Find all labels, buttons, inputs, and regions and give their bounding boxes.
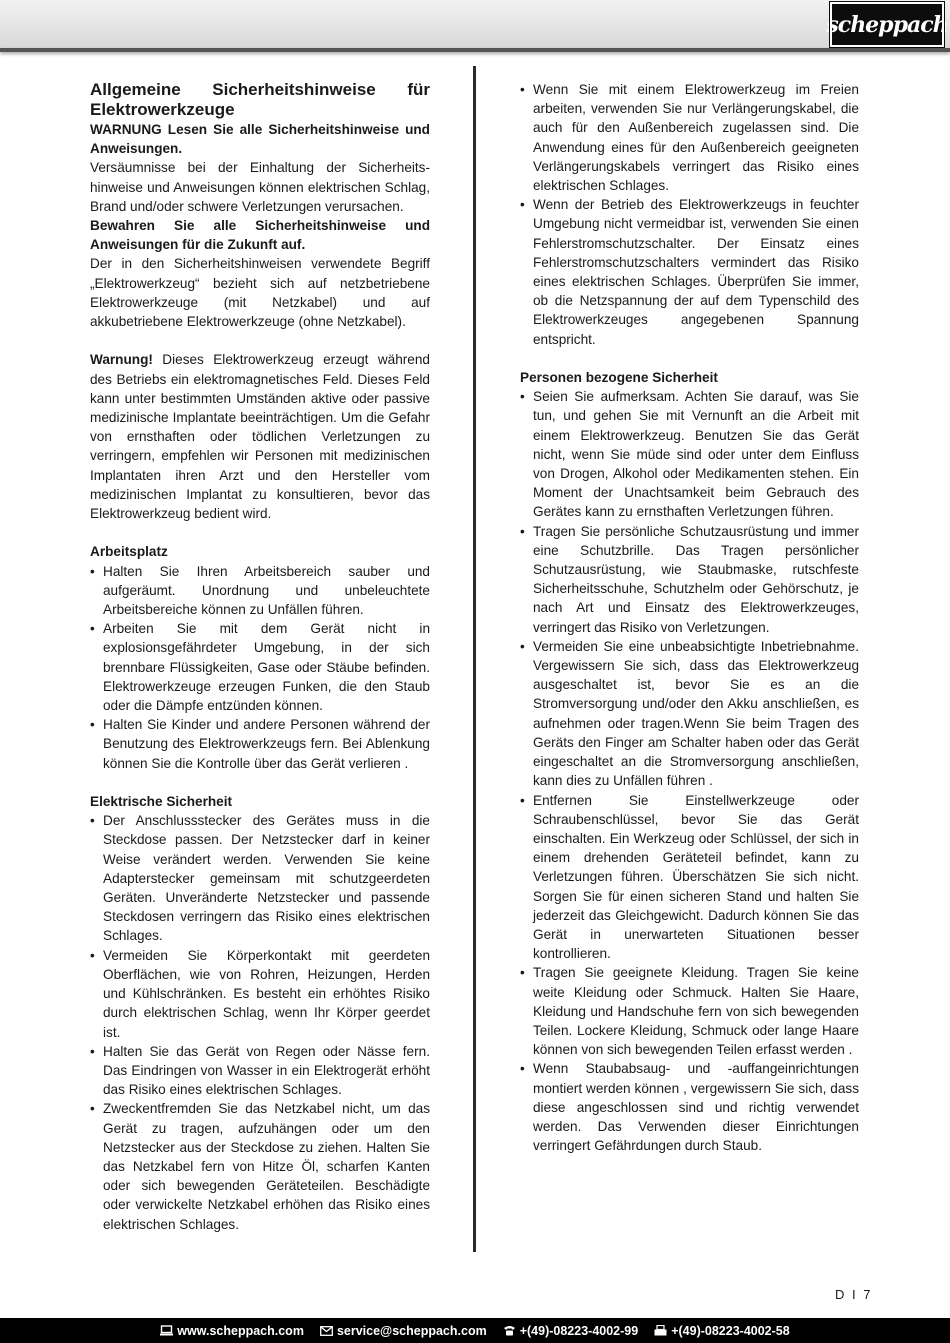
list-item: • Wenn Staubabsaug- und -auffangeinrichtungen montiert werden können , vergewissern Sie sich, dass diese angeschlossen sind und richtig verwendet werden. Das Verwenden dieser Einrichtungen verringert Gefährdungen durch Staub. [520, 1059, 859, 1155]
list-item: • Der Anschlussstecker des Gerätes muss in die Steckdose passen. Der Netzstecker darf in keiner Weise verändert werden. Verwenden Sie keine Adapterstecker gemeinsam mit schutzgeerdeten Geräten. Unveränderte Netzstecker und passende Steckdosen verringern das Risiko eines elektrischen Schlages. [90, 811, 430, 945]
footer-email[interactable] [320, 1324, 487, 1338]
fax-icon [654, 1325, 667, 1336]
header-rule [0, 48, 950, 52]
list-item: • Tragen Sie geeignete Kleidung. Tragen Sie keine weite Kleidung oder Schmuck. Halten Sie Haare, Kleidung und Handschuhe fern von sich bewegenden Teilen. Lockere Kleidung, Schmuck oder lange Haare können von sich bewegenden Teilen erfasst werden . [520, 963, 859, 1059]
footer-phone [503, 1324, 639, 1338]
list-item: • Vermeiden Sie eine unbeabsichtigte Inbetriebnahme. Vergewissern Sie sich, dass das Elektrowerkzeug ausgeschaltet ist, bevor Sie es an die Stromversorgung und/oder den Akku anschließen, es aufnehmen oder tragen.Wenn Sie beim Tragen des Geräts den Finger am Schalter haben oder das Gerät eingeschaltet an die Stromversorgung anschließen, kann dies zu Unfällen führen . [520, 637, 859, 791]
personal-safety-heading: Personen bezogene Sicherheit [520, 370, 718, 386]
keep-instructions-text: Bewahren Sie alle Sicherheitshinweise und Anweisungen für die Zukunft auf. [90, 218, 430, 253]
workplace-heading: Arbeitsplatz [90, 544, 168, 560]
footer-fax [654, 1324, 790, 1338]
list-item: • Halten Sie Ihren Arbeitsbereich sauber und aufgeräumt. Unordnung und unbeleuchtete Arbeitsbereiche können zu Unfällen führen. [90, 562, 430, 620]
scheppach-logo: scheppach [830, 2, 944, 47]
emf-warning-label: Warnung! [90, 352, 153, 368]
list-item: • Seien Sie aufmerksam. Achten Sie darauf, was Sie tun, und gehen Sie mit Vernunft an die Arbeit mit einem Elektrowerkzeug. Benutzen Sie das Gerät nicht, wenn Sie müde sind oder unter dem Einfluss von Drogen, Alkohol oder Medikamenten stehen. Ein Moment der Unachtsamkeit beim Gebrauch des Gerätes kann zu ernsthaften Verletzungen führen. [520, 387, 859, 521]
email-link[interactable]: service@scheppach.com [336, 1323, 487, 1338]
right-column [520, 80, 859, 1155]
list-item: • Tragen Sie persönliche Schutzausrüstung und immer eine Schutzbrille. Das Tragen persönlicher Schutzausrüstung, wie Staubmaske, rutschfeste Sicherheitsschuhe, Schutzhelm oder Gehörschutz, je nach Art und Einsatz des Elektrowerkzeuges, verringert das Risiko von Verletzungen. [520, 522, 859, 637]
warning-text: Versäumnisse bei der Einhaltung der Sicherheits-hinweise und Anweisungen können elektrischen Schlag, Brand und/oder schwere Verletzungen verursachen. [90, 160, 430, 214]
phone-number: +(49)-08223-4002-99 [519, 1323, 639, 1338]
section-title-line2: Elektrowerkzeuge [90, 100, 235, 119]
list-item: • Arbeiten Sie mit dem Gerät nicht in explosionsgefährdeter Umgebung, in der sich brennbare Flüssigkeiten, Gase oder Stäube befinden. Elektrowerkzeuge erzeugen Funken, die den Staub oder die Dämpfe entzünden können. [90, 619, 430, 715]
list-item: • Wenn Sie mit einem Elektrowerkzeug im Freien arbeiten, verwenden Sie nur Verlängerungskabel, die auch für den Außenbereich zugelassen sind. Die Anwendung eines für den Außenbereich geeigneten Verlängerungskabels verringert das Risiko eines elektrischen Schlages. [520, 80, 859, 195]
personal-safety-list [520, 387, 859, 1155]
list-item: • Zweckentfremden Sie das Netzkabel nicht, um das Gerät zu tragen, aufzuhängen oder um den Netzstecker aus der Steckdose zu ziehen. Halten Sie das Netzkabel fern von Hitze Öl, scharfen Kanten oder sich bewegenden Geräteteilen. Beschädigte oder verwickelte Netzkabel erhöhen das Risiko eines elektrischen Schlages. [90, 1099, 430, 1233]
footer-website[interactable] [160, 1324, 304, 1338]
page-number: D I 7 [835, 1287, 873, 1302]
mail-icon [320, 1326, 333, 1336]
section-title [90, 80, 430, 120]
emf-warning-text: Dieses Elektrowerkzeug erzeugt während des Betriebs ein elektromagnetisches Feld. Dieses Feld kann unter bestimmten Umständen aktive oder passive medizinische Implantate beeinträchtigen. Um die Gefahr von ernsthaften oder tödlichen Verletzungen zu verringern, empfehlen wir Personen mit medizinischen Implantaten ihren Arzt und den Hersteller vom medizinischen Implantat zu konsultieren, bevor das Elektrowerkzeug bedient wird. [90, 352, 430, 522]
electrical-safety-heading: Elektrische Sicherheit [90, 794, 233, 810]
website-link[interactable]: www.scheppach.com [177, 1323, 304, 1338]
computer-icon [160, 1325, 173, 1336]
header-bar [0, 0, 950, 49]
warning-heading: WARNUNG Lesen Sie alle Sicherheitshinweise und Anweisungen. [90, 122, 430, 157]
section-title-line1: Allgemeine Sicherheitshinweise für [90, 80, 430, 99]
left-column [90, 80, 430, 1234]
emf-warning-paragraph [90, 350, 430, 523]
electrical-safety-list-continued [520, 80, 859, 349]
phone-icon [503, 1325, 516, 1336]
list-item: • Entfernen Sie Einstellwerkzeuge oder Schraubenschlüssel, bevor Sie das Gerät einschalten. Ein Werkzeug oder Schlüssel, der sich in einem drehenden Geräteteil befindet, kann zu Verletzungen führen. Überschätzen Sie sich nicht. Sorgen Sie für einen sicheren Stand und halten Sie jederzeit das Gleichgewicht. Dadurch können Sie das Gerät in unerwarteten Situationen besser kontrollieren. [520, 791, 859, 964]
list-item: • Vermeiden Sie Körperkontakt mit geerdeten Oberflächen, wie von Rohren, Heizungen, Herden und Kühlschränken. Es besteht ein erhöhtes Risiko durch elektrischen Schlag, wenn Ihr Körper geerdet ist. [90, 946, 430, 1042]
electrical-safety-list [90, 811, 430, 1233]
fax-number: +(49)-08223-4002-58 [671, 1323, 790, 1338]
list-item: • Halten Sie das Gerät von Regen oder Nässe fern. Das Eindringen von Wasser in ein Elektrogerät erhöht das Risiko eines elektrischen Schlages. [90, 1042, 430, 1100]
list-item: • Wenn der Betrieb des Elektrowerkzeugs in feuchter Umgebung nicht vermeidbar ist, verwenden Sie einen Fehlerstromschutzschalter. Der Einsatz eines Fehlerstromschutzschalters vermindert das Risiko eines elektrischen Schlages. Überprüfen Sie immer, ob die Netzspannung der auf dem Typenschild des Elektrowerkzeuges angegebenen Spannung entspricht. [520, 195, 859, 349]
footer-bar [0, 1318, 950, 1343]
workplace-list [90, 562, 430, 773]
column-divider [473, 66, 476, 1252]
list-item: • Halten Sie Kinder und andere Personen während der Benutzung des Elektrowerkzeugs fern. Bei Ablenkung können Sie die Kontrolle über das Gerät verlieren . [90, 715, 430, 773]
term-definition-text: Der in den Sicherheitshinweisen verwendete Begriff „Elektrowerkzeug“ bezieht sich auf netzbetriebene Elektrowerkzeuge (mit Netzkabel) und auf akkubetriebene Elektrowerkzeuge (ohne Netzkabel). [90, 256, 430, 330]
